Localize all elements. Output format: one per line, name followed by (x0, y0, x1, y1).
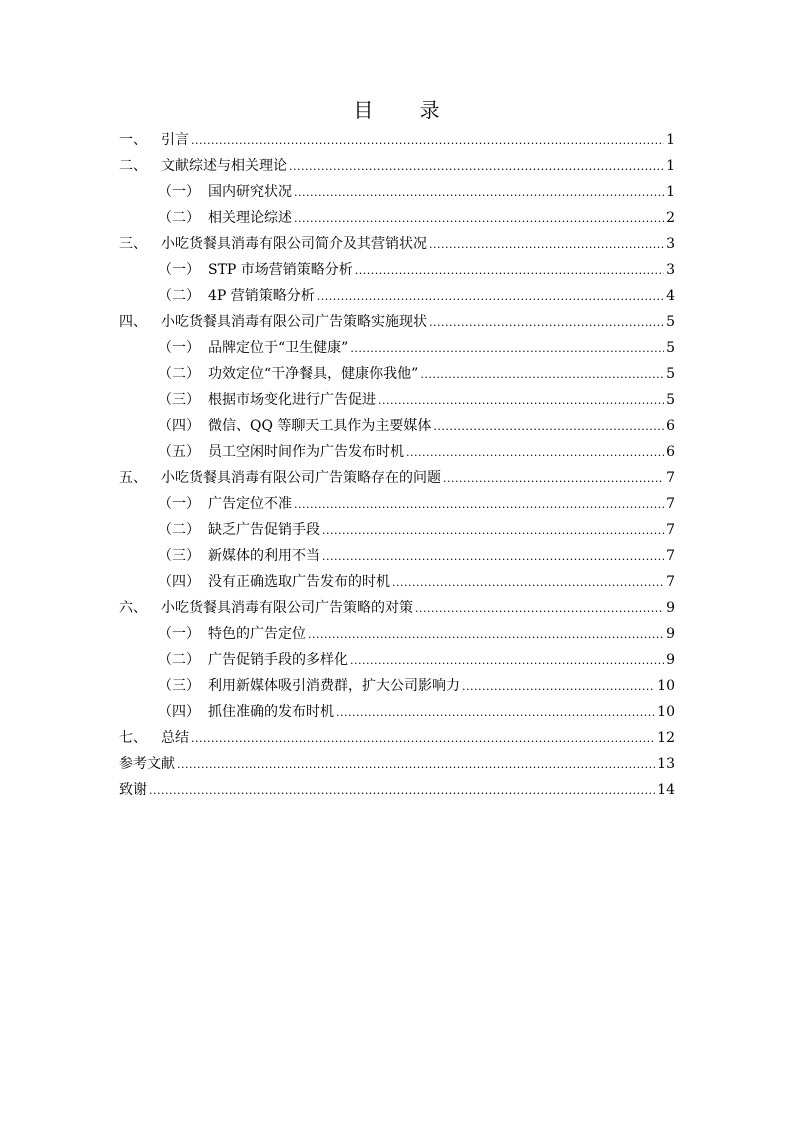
dot-leader (429, 310, 664, 336)
toc-entry-number: （三） (158, 392, 200, 408)
toc-entry[interactable] (119, 439, 675, 465)
dot-leader (289, 154, 664, 180)
dot-leader (191, 128, 664, 154)
toc-entry-title: 小吃货餐具消毒有限公司广告策略存在的问题 (161, 470, 441, 486)
toc-entry[interactable] (119, 413, 675, 439)
toc-entry-page-number: 10 (657, 678, 675, 694)
toc-entry-number: （二） (158, 522, 200, 538)
toc-entry-title: 小吃货餐具消毒有限公司广告策略的对策 (161, 600, 413, 616)
toc-entry-page-number: 1 (666, 158, 675, 174)
toc-entry[interactable] (119, 777, 675, 803)
dot-leader (415, 596, 664, 622)
toc-entry-page-number: 3 (666, 262, 675, 278)
toc-entry-number: （二） (158, 652, 200, 668)
toc-entry-page-number: 7 (666, 496, 675, 512)
toc-entry-page-number: 1 (666, 132, 675, 148)
toc-entry-title: 国内研究状况 (208, 184, 292, 200)
dot-leader (350, 336, 664, 362)
dot-leader (294, 492, 664, 518)
toc-title: 目 录 (353, 98, 460, 122)
toc-entry-number: （四） (158, 418, 200, 434)
toc-entry[interactable] (119, 231, 675, 257)
toc-entry-number: （四） (158, 574, 200, 590)
toc-entry-title: 参考文献 (119, 756, 175, 772)
toc-entry[interactable] (119, 517, 675, 543)
toc-entry-title: 相关理论综述 (208, 210, 292, 226)
dot-leader (429, 232, 664, 258)
toc-entry-title: STP 市场营销策略分析 (208, 262, 353, 278)
table-of-contents (119, 127, 675, 803)
toc-entry[interactable] (119, 179, 675, 205)
toc-entry[interactable] (119, 127, 675, 153)
toc-entry[interactable] (119, 387, 675, 413)
dot-leader (322, 544, 664, 570)
toc-entry-page-number: 7 (666, 574, 675, 590)
toc-entry[interactable] (119, 491, 675, 517)
toc-entry-title: 抓住准确的发布时机 (208, 704, 334, 720)
toc-entry-number: 一、 (119, 132, 147, 148)
dot-leader (294, 206, 664, 232)
toc-entry[interactable] (119, 751, 675, 777)
toc-entry-number: 五、 (119, 470, 147, 486)
toc-entry-page-number: 9 (666, 626, 675, 642)
toc-entry[interactable] (119, 647, 675, 673)
toc-entry-number: （一） (158, 262, 200, 278)
toc-entry-title: 广告定位不准 (208, 496, 292, 512)
toc-entry[interactable] (119, 283, 675, 309)
toc-entry-page-number: 5 (666, 366, 675, 382)
toc-entry-number: 七、 (119, 730, 147, 746)
toc-entry-title: 利用新媒体吸引消费群，扩大公司影响力 (208, 678, 460, 694)
toc-entry[interactable] (119, 335, 675, 361)
toc-entry-number: （二） (158, 210, 200, 226)
toc-entry-page-number: 3 (666, 236, 675, 252)
dot-leader (322, 518, 664, 544)
toc-entry[interactable] (119, 621, 675, 647)
toc-entry-page-number: 5 (666, 392, 675, 408)
toc-entry-title: 功效定位“干净餐具，健康你我他” (208, 366, 419, 382)
toc-entry-page-number: 2 (666, 210, 675, 226)
toc-entry[interactable] (119, 569, 675, 595)
toc-entry-title: 小吃货餐具消毒有限公司简介及其营销状况 (161, 236, 427, 252)
toc-entry-page-number: 5 (666, 340, 675, 356)
dot-leader (177, 752, 655, 778)
toc-entry-number: （一） (158, 496, 200, 512)
toc-entry-page-number: 1 (666, 184, 675, 200)
toc-entry-number: 三、 (119, 236, 147, 252)
dot-leader (462, 674, 655, 700)
toc-entry-title: 品牌定位于“卫生健康” (208, 340, 349, 356)
toc-entry-title: 小吃货餐具消毒有限公司广告策略实施现状 (161, 314, 427, 330)
dot-leader (406, 440, 664, 466)
toc-entry-title: 员工空闲时间作为广告发布时机 (208, 444, 404, 460)
toc-entry[interactable] (119, 543, 675, 569)
dot-leader (392, 570, 664, 596)
toc-entry-number: （五） (158, 444, 200, 460)
toc-entry[interactable] (119, 361, 675, 387)
toc-entry-title: 没有正确选取广告发布的时机 (208, 574, 390, 590)
toc-entry[interactable] (119, 153, 675, 179)
toc-entry[interactable] (119, 595, 675, 621)
toc-entry-title: 总结 (161, 730, 189, 746)
toc-entry-title: 致谢 (119, 782, 147, 798)
toc-entry-number: （二） (158, 288, 200, 304)
toc-entry-number: （一） (158, 340, 200, 356)
toc-entry-title: 广告促销手段的多样化 (208, 652, 348, 668)
dot-leader (308, 622, 664, 648)
toc-entry-page-number: 5 (666, 314, 675, 330)
toc-entry[interactable] (119, 699, 675, 725)
dot-leader (294, 180, 664, 206)
toc-entry-number: （二） (158, 366, 200, 382)
toc-entry-page-number: 6 (666, 444, 675, 460)
toc-entry-page-number: 9 (666, 652, 675, 668)
toc-entry-page-number: 13 (657, 756, 675, 772)
dot-leader (355, 258, 664, 284)
toc-entry-title: 特色的广告定位 (208, 626, 306, 642)
toc-entry-number: （三） (158, 548, 200, 564)
dot-leader (420, 362, 664, 388)
toc-entry-title: 缺乏广告促销手段 (208, 522, 320, 538)
toc-entry-title: 文献综述与相关理论 (161, 158, 287, 174)
toc-entry-page-number: 6 (666, 418, 675, 434)
toc-entry-page-number: 7 (666, 470, 675, 486)
toc-entry-title: 4P 营销策略分析 (208, 288, 315, 304)
toc-entry-page-number: 7 (666, 548, 675, 564)
toc-entry[interactable] (119, 673, 675, 699)
toc-entry-title: 微信、QQ 等聊天工具作为主要媒体 (208, 418, 432, 434)
toc-entry[interactable] (119, 205, 675, 231)
toc-entry-page-number: 14 (657, 782, 675, 798)
toc-entry-number: 二、 (119, 158, 147, 174)
toc-entry-number: 六、 (119, 600, 147, 616)
dot-leader (191, 726, 655, 752)
toc-entry-page-number: 4 (666, 288, 675, 304)
dot-leader (336, 700, 655, 726)
dot-leader (433, 414, 664, 440)
toc-entry[interactable] (119, 309, 675, 335)
toc-entry-number: （一） (158, 184, 200, 200)
toc-entry-page-number: 7 (666, 522, 675, 538)
toc-entry[interactable] (119, 725, 675, 751)
dot-leader (149, 778, 655, 804)
dot-leader (378, 388, 664, 414)
toc-entry-number: （四） (158, 704, 200, 720)
toc-entry-title: 根据市场变化进行广告促进 (208, 392, 376, 408)
toc-entry-title: 新媒体的利用不当 (208, 548, 320, 564)
toc-entry-number: 四、 (119, 314, 147, 330)
toc-entry-page-number: 10 (657, 704, 675, 720)
toc-entry-number: （三） (158, 678, 200, 694)
toc-entry-title: 引言 (161, 132, 189, 148)
toc-entry[interactable] (119, 257, 675, 283)
toc-entry-page-number: 9 (666, 600, 675, 616)
toc-entry[interactable] (119, 465, 675, 491)
dot-leader (317, 284, 664, 310)
dot-leader (443, 466, 664, 492)
dot-leader (350, 648, 664, 674)
toc-entry-number: （一） (158, 626, 200, 642)
toc-entry-page-number: 12 (657, 730, 675, 746)
